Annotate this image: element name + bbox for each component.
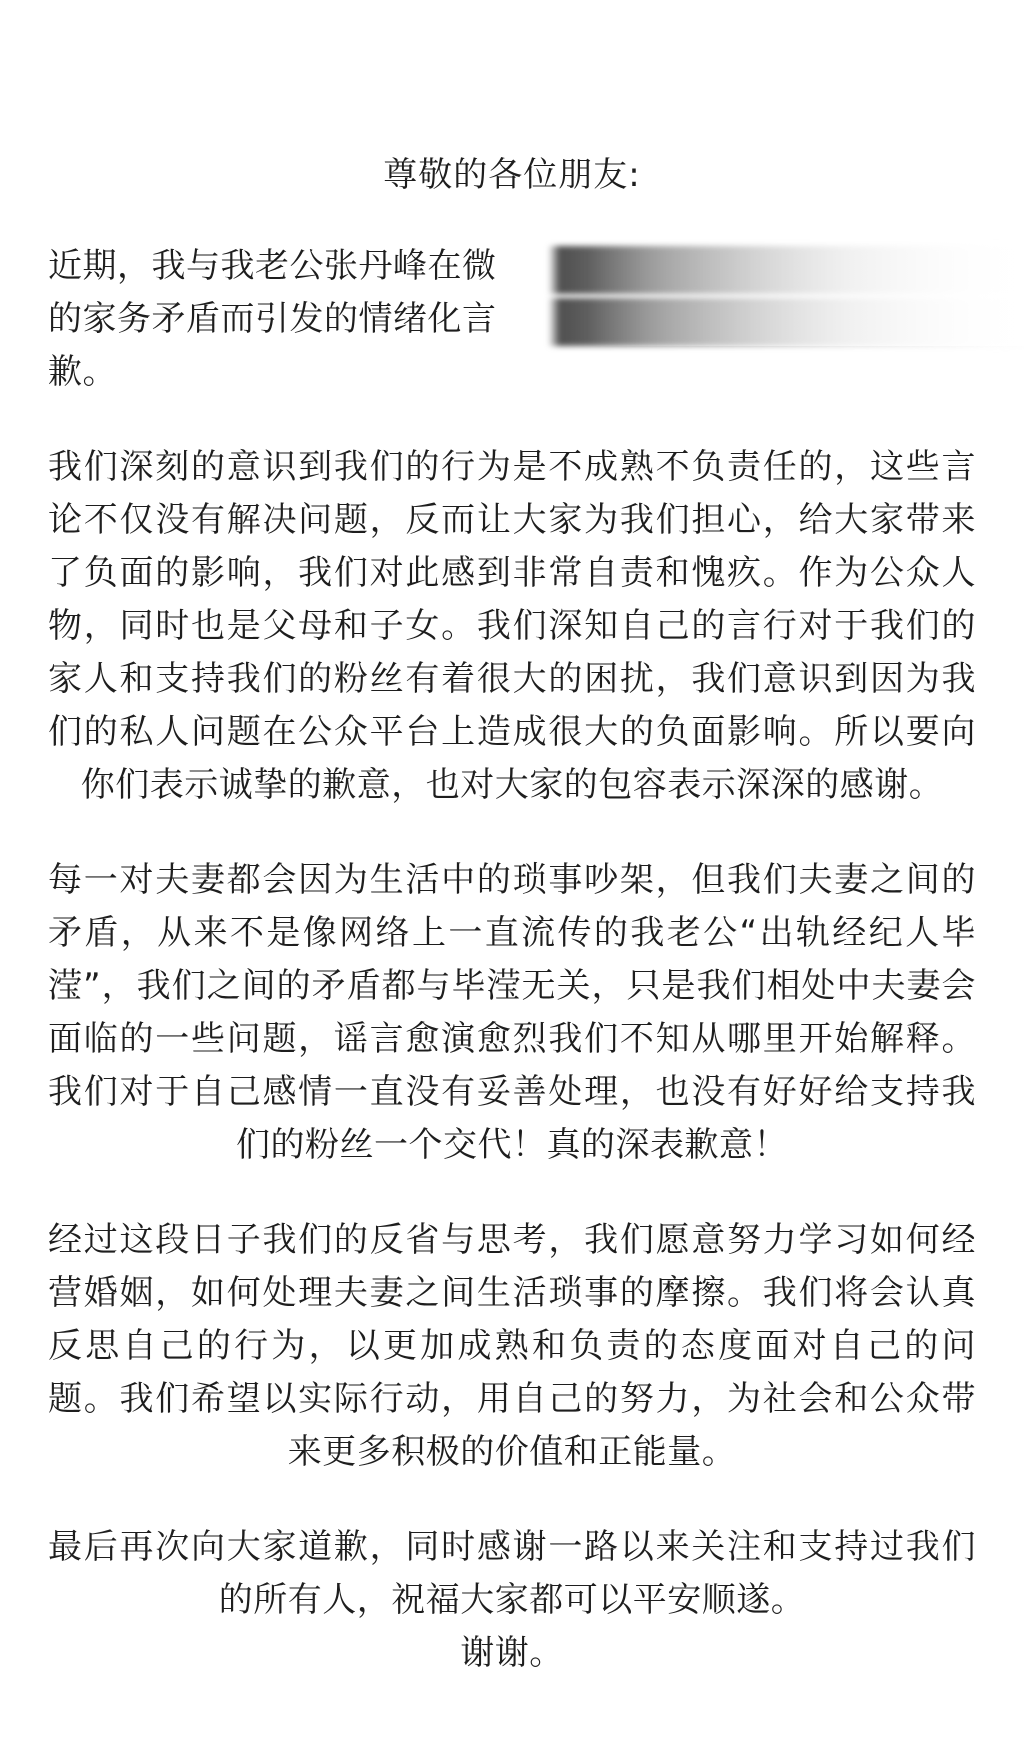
paragraph-2: 我们深刻的意识到我们的行为是不成熟不负责任的，这些言论不仅没有解决问题，反而让大家为我们担心，给大家带来了负面的影响，我们对此感到非常自责和愧疚。作为公众人物，同时也是父母和子女。我们深知自己的言行对于我们的家人和支持我们的粉丝有着很大的困扰，我们意识到因为我们的私人问题在公众平台上造成很大的负面影响。所以要向你们表示诚挚的歉意，也对大家的包容表示深深的感谢。 (48, 447, 976, 805)
paragraph-1-container (48, 240, 976, 399)
paragraph-5: 最后再次向大家道歉，同时感谢一路以来关注和支持过我们的所有人，祝福大家都可以平安顺遂。 (48, 1527, 976, 1620)
paragraph-1-line-2: 的家务矛盾而引发的情绪化言 (48, 299, 497, 339)
letter-salutation: 尊敬的各位朋友: (383, 155, 641, 195)
paragraph-3: 每一对夫妻都会因为生活中的琐事吵架，但我们夫妻之间的矛盾，从来不是像网络上一直流传的我老公“出轨经纪人毕滢”，我们之间的矛盾都与毕滢无关，只是我们相处中夫妻会面临的一些问题，谣言愈演愈烈我们不知从哪里开始解释。我们对于自己感情一直没有妥善处理，也没有好好给支持我们的粉丝一个交代！真的深表歉意！ (48, 860, 976, 1165)
paragraph-1-line-3: 歉。 (48, 352, 117, 392)
letter-closing: 谢谢。 (460, 1633, 564, 1673)
redaction-fade-overlay (588, 240, 1024, 346)
paragraph-1-line-1: 近期，我与我老公张丹峰在微 (48, 246, 497, 286)
paragraph-4: 经过这段日子我们的反省与思考，我们愿意努力学习如何经营婚姻，如何处理夫妻之间生活琐事的摩擦。我们将会认真反思自己的行为，以更加成熟和负责的态度面对自己的问题。我们希望以实际行动，用自己的努力，为社会和公众带来更多积极的价值和正能量。 (48, 1220, 976, 1472)
